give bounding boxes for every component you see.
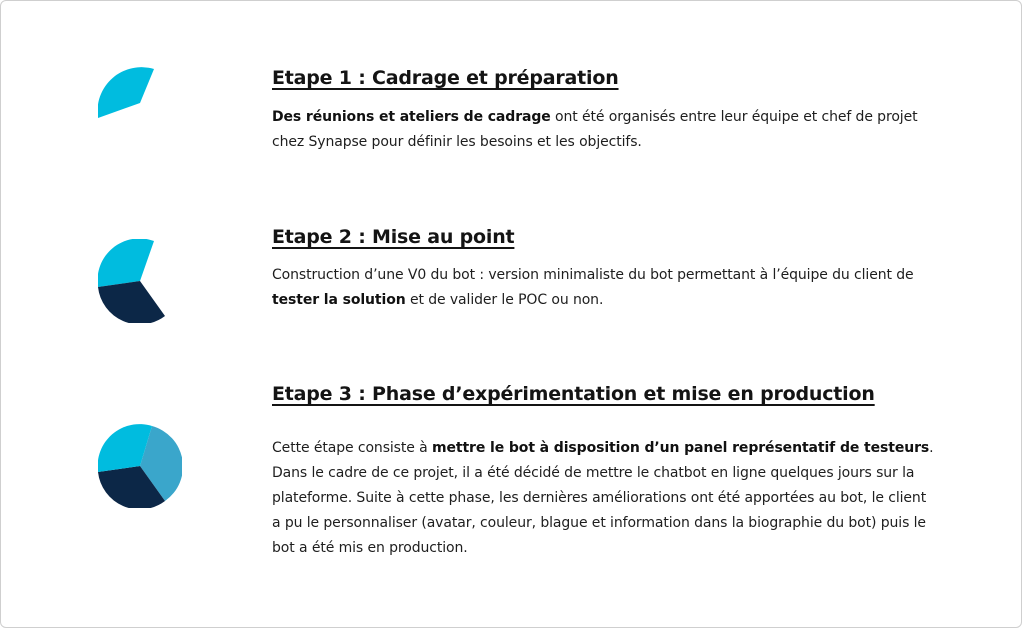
step-3-rest: Dans le cadre de ce projet, il a été décidé de mettre le chatbot en ligne quelques jours sur la plateforme. Suite à cette phase, les dernières améliorations ont été apportées au bot, le client a pu le personnaliser (avatar, couleur, blague et information dans la biographie du bot) puis le bot a été mis en production. <box>272 465 927 556</box>
step-2-bold: tester la solution <box>272 292 406 308</box>
pie-full-icon <box>98 424 182 508</box>
step-3-title: Etape 3 : Phase d’expérimentation et mise en production <box>272 383 875 405</box>
pie-one-third-icon <box>98 61 182 145</box>
step-3-text <box>272 436 937 561</box>
step-3-period: . <box>929 440 934 456</box>
step-2-lead: Construction d’une V0 du bot : version minimaliste du bot permettant à l’équipe du client de <box>272 267 914 283</box>
step-1-bold: Des réunions et ateliers de cadrage <box>272 109 551 125</box>
step-2-title: Etape 2 : Mise au point <box>272 226 515 248</box>
step-1-rest: ont été organisés entre leur équipe et chef de projet chez Synapse pour définir les besoins et les objectifs. <box>272 109 918 150</box>
step-3-lead: Cette étape consiste à <box>272 440 432 456</box>
step-1-title: Etape 1 : Cadrage et préparation <box>272 67 619 89</box>
step-1-text <box>272 105 937 155</box>
pie-two-thirds-icon <box>98 239 182 323</box>
step-3-bold: mettre le bot à disposition d’un panel représentatif de testeurs <box>431 440 930 456</box>
step-2-rest: et de valider le POC ou non. <box>405 292 604 308</box>
step-2-text <box>272 263 937 313</box>
